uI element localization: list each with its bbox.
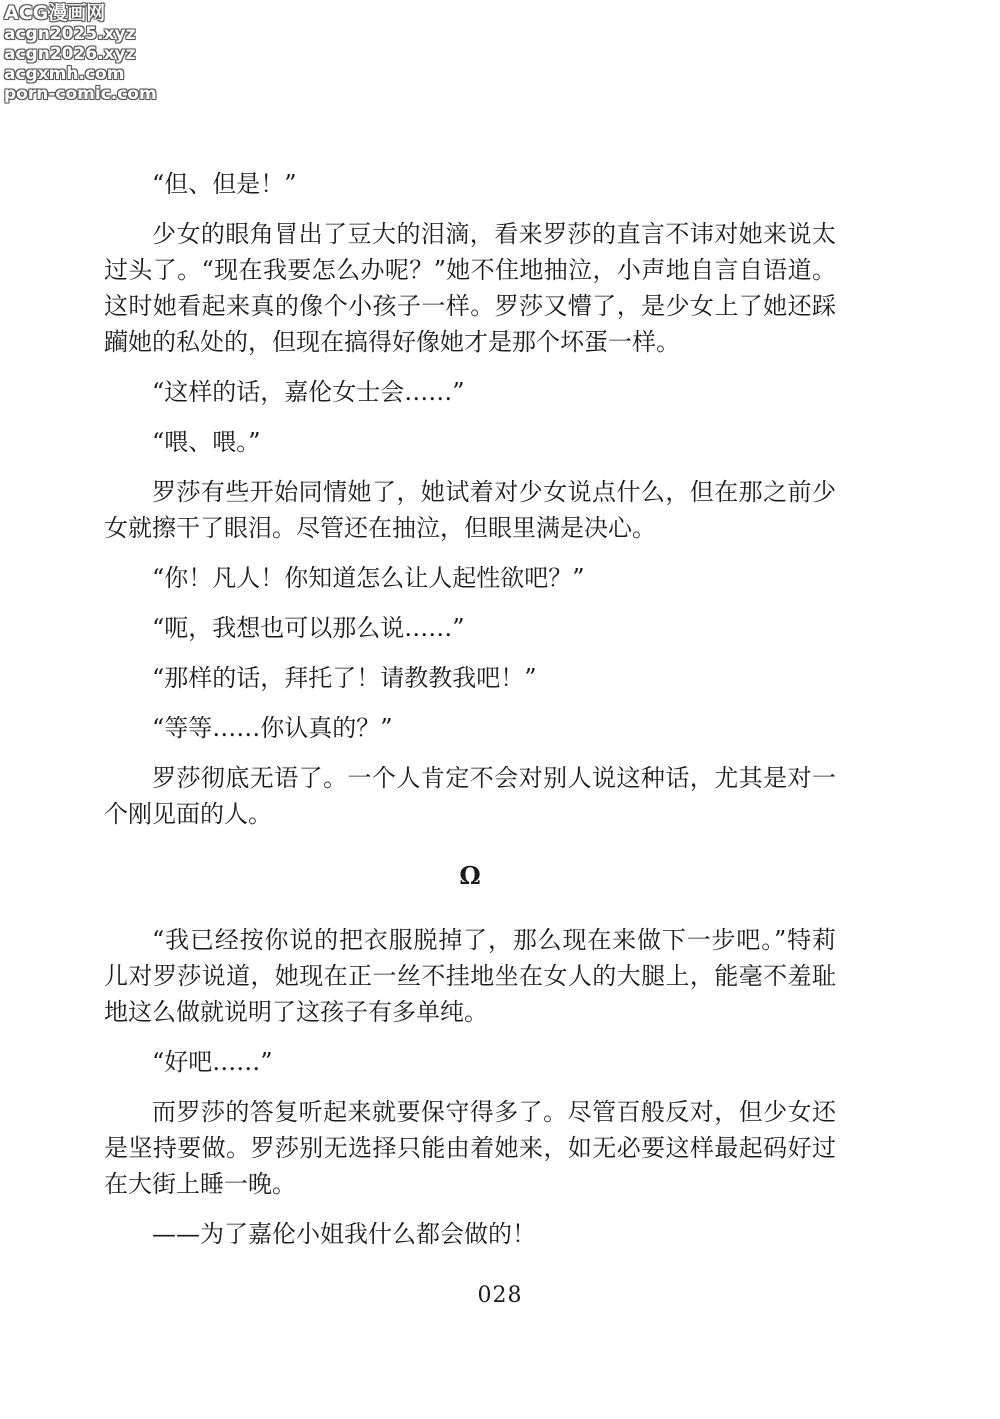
paragraph: “你！凡人！你知道怎么让人起性欲吧？” (152, 564, 585, 592)
paragraph: 少女的眼角冒出了豆大的泪滴，看来罗莎的直言不讳对她来说太过头了。“现在我要怎么办呢？”她不住地抽泣，小声地自言自语道。这时她看起来真的像个小孩子一样。罗莎又懵了，是少女上了她还踩躏她的私处的，但现在搞得好像她才是那个坏蛋一样。 (104, 220, 836, 356)
paragraph: 而罗莎的答复听起来就要保守得多了。尽管百般反对，但少女还是坚持要做。罗莎别无选择只能由着她来，如无必要这样最起码好过在大街上睡一晚。 (104, 1098, 836, 1198)
watermark-line: ACG漫画网 (4, 2, 106, 24)
paragraph: “我已经按你说的把衣服脱掉了，那么现在来做下一步吧。”特莉儿对罗莎说道，她现在正一丝不挂地坐在女人的大腿上，能毫不羞耻地这么做就说明了这孩子有多单纯。 (104, 926, 836, 1026)
paragraph: “等等……你认真的？” (152, 714, 393, 742)
paragraph: “呃，我想也可以那么说……” (152, 614, 465, 642)
paragraph: “这样的话，嘉伦女士会……” (152, 378, 465, 406)
watermark (4, 2, 157, 104)
paragraph: 罗莎彻底无语了。一个人肯定不会对别人说这种话，尤其是对一个刚见面的人。 (104, 764, 836, 828)
paragraph: “那样的话，拜托了！请教教我吧！” (152, 664, 537, 692)
section-break-mark: Ω (459, 861, 481, 890)
paragraph: “但、但是！” (152, 170, 297, 198)
paragraph: ——为了嘉伦小姐我什么都会做的！ (152, 1220, 536, 1248)
watermark-line: acgn2026.xyz (4, 44, 136, 64)
paragraph: 罗莎有些开始同情她了，她试着对少女说点什么，但在那之前少女就擦干了眼泪。尽管还在抽泣，但眼里满是决心。 (104, 478, 836, 542)
body-text (104, 166, 836, 1266)
page-number: 028 (477, 1283, 523, 1308)
paragraph: “喂、喂。” (152, 428, 261, 456)
watermark-line: acgn2025.xyz (4, 24, 136, 44)
watermark-line: acgxmh.com (4, 64, 125, 84)
paragraph: “好吧……” (152, 1048, 273, 1076)
watermark-line: porn-comic.com (4, 84, 157, 104)
